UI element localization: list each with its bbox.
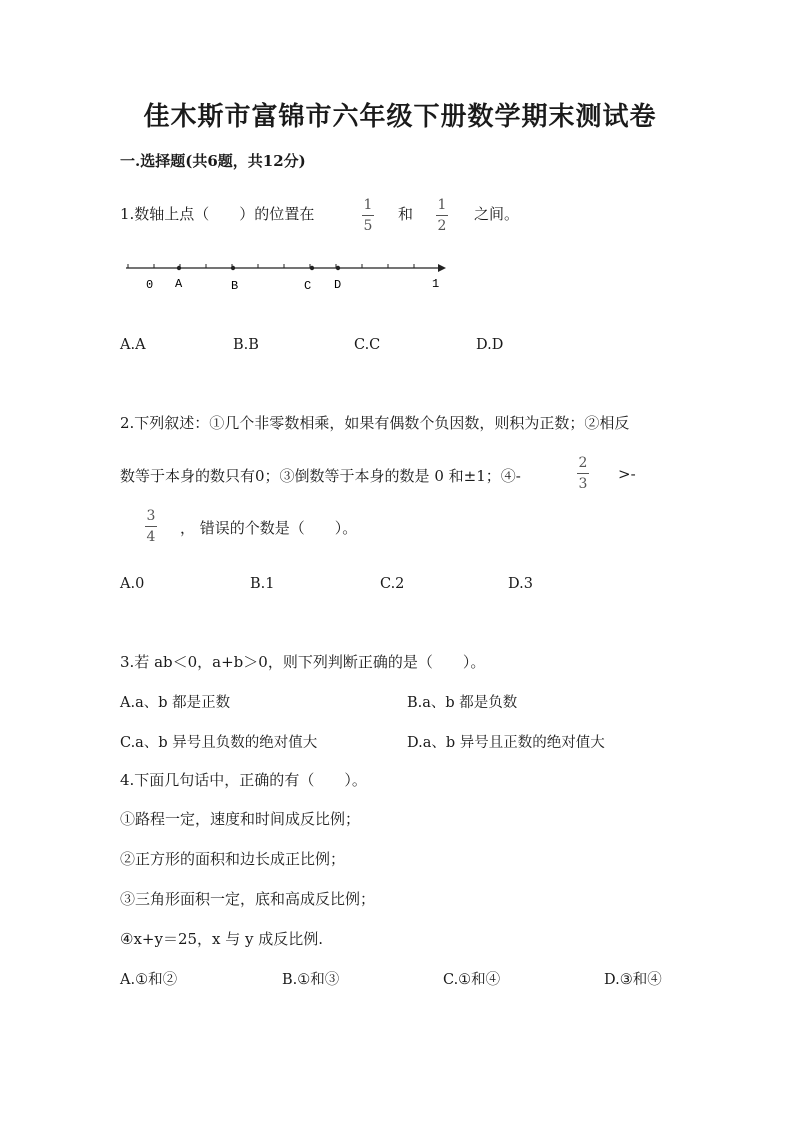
q4-option-b[interactable]: B.①和③ <box>282 972 340 988</box>
q4-statement-1: ①路程一定，速度和时间成反比例； <box>120 810 361 828</box>
section-heading: 一.选择题(共6题，共12分) <box>120 152 306 170</box>
q3-option-a[interactable]: A.a、b 都是正数 <box>120 695 231 711</box>
nl-label-c: C <box>304 279 312 293</box>
q1-text: 1.数轴上点（ ）的位置在 <box>120 205 315 223</box>
number-line <box>120 255 460 300</box>
q2-option-c[interactable]: C.2 <box>380 576 405 592</box>
q2-option-b[interactable]: B.1 <box>250 576 275 592</box>
nl-label-d: D <box>334 278 342 292</box>
q1-option-d[interactable]: D.D <box>476 337 504 353</box>
q4-option-d[interactable]: D.③和④ <box>604 972 662 988</box>
q4-text: 4.下面几句话中，正确的有（ ）。 <box>120 771 367 789</box>
q1-fraction-1: 1 5 <box>363 197 373 234</box>
point-d-marker <box>336 266 340 270</box>
q3-option-b[interactable]: B.a、b 都是负数 <box>407 695 518 711</box>
q2-fraction-3-4: 3 4 <box>146 508 156 545</box>
nl-label-1: 1 <box>432 277 440 291</box>
q3-text: 3.若 ab＜0，a+b＞0，则下列判断正确的是（ ）。 <box>120 653 486 671</box>
q1-option-b[interactable]: B.B <box>233 337 259 353</box>
q1-and: 和 <box>398 205 414 223</box>
nl-label-0: 0 <box>146 278 154 292</box>
q4-option-c[interactable]: C.①和④ <box>443 972 501 988</box>
q2-line-2: 数等于本身的数只有0；③倒数等于本身的数是 0 和±1；④- <box>120 467 521 485</box>
q1-option-a[interactable]: A.A <box>120 337 146 353</box>
q3-option-d[interactable]: D.a、b 异号且正数的绝对值大 <box>407 735 605 751</box>
q4-statement-2: ②正方形的面积和边长成正比例； <box>120 850 346 868</box>
q4-statement-3: ③三角形面积一定，底和高成反比例； <box>120 890 376 908</box>
q2-line-3: ， 错误的个数是（ ）。 <box>180 519 358 537</box>
point-a-marker <box>177 266 181 270</box>
q1-option-c[interactable]: C.C <box>354 337 381 353</box>
q4-option-a[interactable]: A.①和② <box>120 972 178 988</box>
q2-option-a[interactable]: A.0 <box>120 576 145 592</box>
q2-greater-than: >- <box>618 465 636 483</box>
point-b-marker <box>231 266 235 270</box>
q2-fraction-2-3: 2 3 <box>578 455 588 492</box>
q1-fraction-2: 1 2 <box>437 197 447 234</box>
nl-label-a: A <box>175 277 183 291</box>
q1-text-end: 之间。 <box>474 205 520 223</box>
q2-line-1: 2.下列叙述：①几个非零数相乘，如果有偶数个负因数，则积为正数；②相反 <box>120 414 630 432</box>
nl-label-b: B <box>231 279 239 293</box>
q4-statement-4: ④x+y＝25，x 与 y 成反比例. <box>120 930 324 948</box>
page-title: 佳木斯市富锦市六年级下册数学期末测试卷 <box>143 102 657 132</box>
q3-option-c[interactable]: C.a、b 异号且负数的绝对值大 <box>120 735 318 751</box>
q2-option-d[interactable]: D.3 <box>508 576 533 592</box>
point-c-marker <box>310 266 314 270</box>
